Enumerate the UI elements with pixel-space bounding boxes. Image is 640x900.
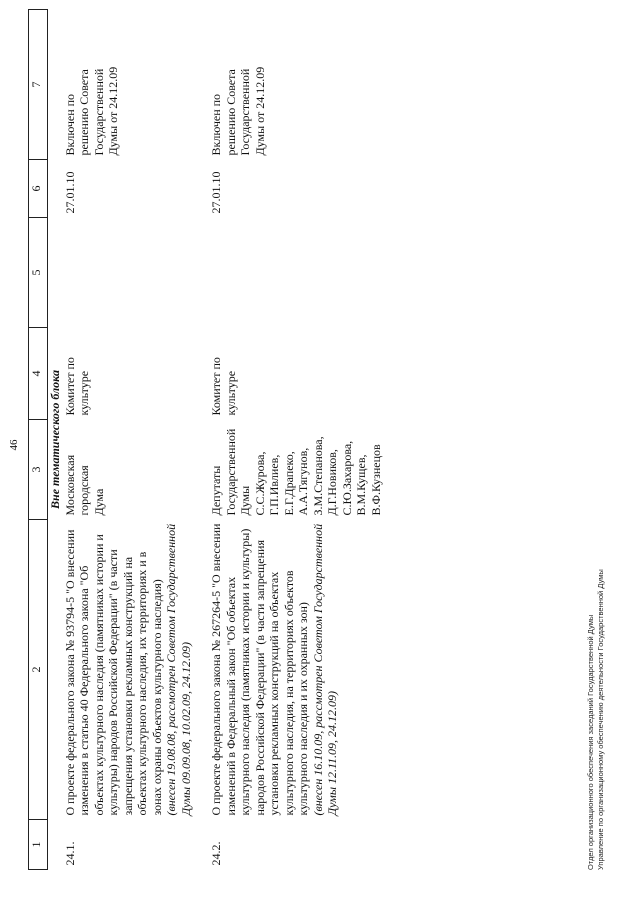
initiator-line: Государственной <box>223 428 238 516</box>
initiators-cell <box>209 420 383 520</box>
col-header-3: 3 <box>29 420 48 520</box>
initiator-line: Е.Г.Драпеко, <box>281 451 296 516</box>
bill-note: (внесен 16.10.09, рассмотрен Советом Государственной Думы 12.11.09, 24.12.09) <box>310 523 339 816</box>
date-cell: 27.01.10 <box>62 171 77 214</box>
footer <box>586 569 606 870</box>
initiator-line: А.А.Тягунов, <box>296 447 310 516</box>
section-title: Вне тематического блока <box>48 370 62 509</box>
col5-cell <box>63 218 194 328</box>
table-row <box>209 10 383 870</box>
initiator-line: Дума <box>91 488 106 516</box>
col-header-7: 7 <box>29 10 48 160</box>
col-header-1: 1 <box>29 820 48 870</box>
status-line: Думы от 24.12.09 <box>106 66 120 156</box>
committee-cell <box>209 328 383 420</box>
agenda-table <box>28 9 383 870</box>
row-spacer <box>193 10 209 870</box>
row-number: 24.2. <box>209 841 223 866</box>
col-header-6: 6 <box>29 160 48 218</box>
committee-line: Комитет по <box>209 357 223 416</box>
page-number: 46 <box>8 439 20 451</box>
status-line: Государственной <box>91 68 106 156</box>
initiator-line: С.Ю.Захарова, <box>339 440 354 516</box>
status-line: Включен по <box>209 93 223 156</box>
initiator-line: Г.П.Ивлиев, <box>267 454 281 516</box>
committee-line: Комитет по <box>62 357 77 416</box>
section-row <box>48 10 63 870</box>
table-row <box>63 10 194 870</box>
committee-cell <box>63 328 194 420</box>
status-cell <box>209 10 383 160</box>
date-cell: 27.01.10 <box>209 171 223 214</box>
initiator-line: Депутаты <box>209 465 223 516</box>
status-cell <box>63 10 194 160</box>
initiator-line: Д.Г.Новиков, <box>325 449 339 516</box>
status-line: Включен по <box>62 93 77 156</box>
initiator-line: В.М.Кущев, <box>354 454 368 516</box>
col-header-5: 5 <box>29 218 48 328</box>
bill-title-cell <box>63 520 194 820</box>
status-line: Государственной <box>238 68 252 156</box>
initiator-line: В.Ф.Кузнецов <box>368 444 383 516</box>
col-header-2: 2 <box>29 520 48 820</box>
bill-title: О проекте федерального закона № 93794-5 "О внесении изменения в статью 40 Федерального закона "Об объектах культурного наследия (памятниках истории и культуры) народов Российской Федерации" (в части запрещения установки рекламных конструкций на объектах культурного наследия, их территориях и в зонах охраны объектов культурного наследия) <box>62 529 164 816</box>
initiators-cell <box>63 420 194 520</box>
committee-line: культуре <box>77 370 91 416</box>
bill-note: (внесен 19.08.08, рассмотрен Советом Государственной Думы 09.09.08, 10.02.09, 24.12.09) <box>164 523 193 816</box>
committee-line: культуре <box>223 370 238 416</box>
footer-line-2: Управление по организационному обеспечению деятельности Государственной Думы <box>596 569 605 870</box>
initiator-line: З.М.Степанова, <box>310 436 325 516</box>
row-number: 24.1. <box>62 841 77 866</box>
initiator-line: С.С.Журова, <box>252 451 267 516</box>
column-number-header <box>29 10 48 870</box>
initiator-line: Думы <box>238 485 252 516</box>
status-line: Думы от 24.12.09 <box>252 66 267 156</box>
bill-title-cell <box>209 520 383 820</box>
col-header-4: 4 <box>29 328 48 420</box>
col5-cell <box>209 218 383 328</box>
footer-line-1: Отдел организационного обеспечения заседаний Государственной Думы <box>586 614 595 870</box>
status-line: решению Совета <box>223 69 238 156</box>
status-line: решению Совета <box>77 69 91 156</box>
agenda-table-wrap <box>28 10 383 870</box>
bill-title: О проекте федерального закона № 267264-5 "О внесении изменений в Федеральный закон "Об объектах культурного наследия (памятниках истории и культуры) народов Российской Федерации" (в части запрещения установки рекламных конструкций на объектах культурного наследия, на территориях объектов культурного наследия и их охранных зон) <box>209 523 310 816</box>
initiator-line: Московская городская <box>62 454 91 516</box>
